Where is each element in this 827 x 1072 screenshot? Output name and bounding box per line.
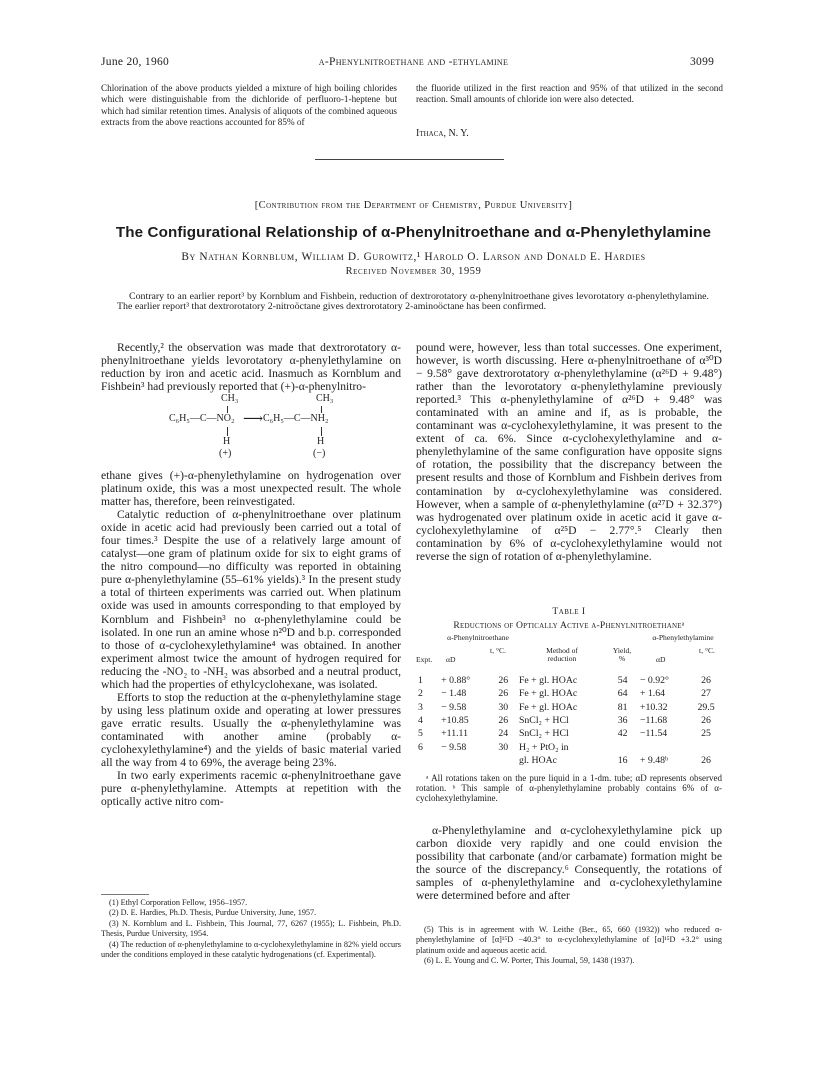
table-cell: − 1.48: [441, 688, 467, 700]
table-cell: 64: [617, 688, 628, 700]
table-cell: + 9.48ᵇ: [639, 754, 669, 766]
table-cell: 1: [418, 675, 423, 687]
table-cell: 26: [498, 688, 509, 700]
author-byline: By Nathan Kornblum, William D. Gurowitz,¹ Harold O. Larson and Donald E. Hardies: [181, 251, 646, 263]
table-cell: 26: [498, 675, 509, 687]
table-cell: −11.68: [639, 715, 668, 727]
table-label: [416, 606, 722, 617]
right-column-top: [416, 341, 722, 563]
table-row: [416, 701, 722, 714]
paragraph: pound were, however, less than total successes. One experiment, however, is worth discussing. Here α-phenylnitroethane of α³⁰D − 9.58° gave dextrorotatory α-phenylethylamine (α²⁶D + 9.48°) rather than the levorotatory α-phenylethylamine previously reported.³ This α-phenylethylamine of α²⁶D + 9.48° was contaminated with an amine and if, as is probable, the contaminant was α-cyclohexylethylamine, it was present to the extent of ca. 6%. Since α-cyclohexylethylamine and α-phenylethylamine of the same configuration have opposite signs of rotation, the possibility that the discrepancy between the present results and those of Kornblum and Fishbein derives from contamination by α-cyclohexylethylamine was considered. However, when a sample of α-phenylethylamine (α²⁷D + 32.37°) was hydrogenated over platinum oxide in acetic acid it gave α-cyclohexylethylamine of α²⁵D − 2.77°.⁵ Clearly then contamination by 6% of α-cyclohexylethylamine would not reverse the sign of rotation of α-phenylethylamine.: [416, 341, 722, 563]
table-row: [416, 727, 722, 740]
table-row: [416, 754, 722, 767]
table-row: [416, 714, 722, 727]
methyl-group: CH₃: [316, 393, 334, 404]
paragraph: Efforts to stop the reduction at the α-phenylethylamine stage by using less platinum oxide and operating at lower pressures gave erratic results. Usually the α-phenylethylamine was contaminated with another amine (probably α-cyclohexylethylamine⁴) and the yields of basic material varied all the way from 4 to 69%, the average being 23%.: [101, 690, 401, 770]
prev-article-right: the fluoride utilized in the first reaction and 95% of that utilized in the second reaction. Small amounts of chloride ion were also detected.: [416, 83, 723, 105]
running-title: α-Phenylnitroethane and -ethylamine: [318, 56, 509, 68]
group-header-right: α-Phenylethylamine: [652, 633, 714, 642]
table-cell: +10.85: [441, 715, 469, 727]
table-cell: 25: [701, 728, 711, 740]
table-cell: SnCl₂ + HCl: [518, 728, 569, 740]
table-cell: Fe + gl. HOAc: [518, 675, 578, 687]
bond-line: [227, 406, 228, 413]
footnote: (5) This is in agreement with W. Leithe (Ber., 65, 660 (1932)) who reduced α-phenylethylamine of [α]¹⁵D −40.3° to α-cyclohexylethylamine of [α]¹⁵D +3.2° using platinum oxide and aqueous acetic acid.: [416, 925, 722, 955]
table-cell: H₂ + PtO₂ in: [518, 741, 569, 753]
footnote: (4) The reduction of α-phenylethylamine to α-cyclohexylethylamine in 82% yield occurs under the conditions employed in these catalytic hydrogenations (cf. Experimental).: [101, 939, 401, 960]
table-cell: − 9.58: [441, 741, 467, 753]
hydrogen-label: H: [317, 436, 325, 447]
paragraph: In two early experiments racemic α-phenylnitroethane gave pure α-phenylethylamine. Attempts at repetition with the optically active nitro com-: [101, 769, 401, 809]
table-cell: + 0.88°: [441, 675, 471, 687]
table-cell: [638, 740, 690, 753]
table-row: [416, 687, 722, 700]
column-header: Method of reduction: [546, 646, 578, 664]
received-date: Received November 30, 1959: [345, 266, 482, 277]
table-header: [416, 634, 722, 672]
table-cell: 26: [701, 675, 711, 687]
table-cell: Fe + gl. HOAc: [518, 688, 578, 700]
table-cell: 3: [418, 701, 423, 713]
contribution-line: [Contribution from the Department of Chemistry, Purdue University]: [254, 200, 573, 211]
table-cell: 2: [418, 688, 423, 700]
table-cell: −11.54: [639, 728, 668, 740]
paragraph: ethane gives (+)-α-phenylethylamine on hydrogenation over platinum oxide, this was a most unexpected result. The whole matter has, therefore, been reinvestigated.: [101, 469, 401, 509]
amine-formula: C₆H₅—C—NH₂: [263, 413, 329, 424]
rotation-sign: (−): [313, 448, 326, 459]
column-header: αD: [446, 655, 456, 664]
prev-article-location: Ithaca, N. Y.: [416, 128, 469, 139]
paragraph: Recently,² the observation was made that dextrorotatory α-phenylnitroethane yields levorotatory α-phenylethylamine on reduction by iron and acetic acid. Inasmuch as Kornblum and Fishbein³ had previously reported that (+)-α-phenylnitro-: [101, 341, 401, 394]
table-cell: [607, 740, 638, 753]
abstract: Contrary to an earlier report³ by Kornblum and Fishbein, reduction of dextrorotatory α-phenylnitroethane gives levorotatory α-phenylethylamine. The earlier report³ that dextrorotatory 2-nitroöctane gives dextrorotatory 2-aminoöctane has been confirmed.: [117, 291, 709, 313]
table-cell: 4: [418, 715, 423, 727]
footnote-rule: [101, 894, 149, 895]
page-number: 3099: [690, 56, 715, 68]
table-cell: 36: [617, 715, 628, 727]
footnote: (3) N. Kornblum and L. Fishbein, This Journal, 77, 6267 (1955); L. Fishbein, Ph.D. Thesis, Purdue University, 1954.: [101, 918, 401, 939]
reaction-scheme: [101, 393, 401, 469]
footnote: (2) D. E. Hardies, Ph.D. Thesis, Purdue University, June, 1957.: [109, 908, 317, 918]
data-table: [416, 674, 722, 767]
table-cell: 24: [498, 728, 509, 740]
table-note: ᵃ All rotations taken on the pure liquid in a 1-dm. tube; αD represents observed rotation. ᵇ This sample of α-phenylethylamine probably contains 6% of α-cyclohexylethylamine.: [416, 773, 722, 804]
methyl-group: CH₃: [221, 393, 239, 404]
table-cell: [416, 754, 439, 767]
right-column-bottom: [416, 824, 722, 902]
article-title: The Configurational Relationship of α-Phenylnitroethane and α-Phenylethylamine: [115, 224, 712, 241]
paragraph: Catalytic reduction of α-phenylnitroethane over platinum oxide in acetic acid had previously been carried out a total of four times.³ Despite the use of a relatively large amount of catalyst—one gram of platinum oxide for six to eight grams of the nitro compound—no difficulty was reported in obtaining pure α-phenylethylamine (55–61% yields).³ In the present study a total of thirteen experiments was carried out. When platinum oxide was used in amounts corresponding to that employed by Kornblum and Fishbein³ no α-phenylethylamine could be isolated. In one run an amine whose n²⁰D and b.p. corresponded to those of α-cyclohexylethylamine⁴ was obtained. In another experiment almost twice the amount of hydrogen required for reducing the -NO₂ to -NH₂ was absorbed and a neutral product, which had the properties of ethylcyclohexane, was isolated.: [101, 508, 401, 691]
table-cell: 30: [498, 701, 509, 713]
table-cell: 42: [617, 728, 628, 740]
table-cell: [490, 754, 517, 767]
column-header: αD: [656, 655, 666, 664]
header-date: June 20, 1960: [101, 56, 170, 68]
reductions-table: [416, 674, 722, 767]
table-cell: 30: [498, 741, 509, 753]
column-header: Expt.: [416, 655, 433, 664]
hydrogen-label: H: [223, 436, 231, 447]
column-header: t, °C.: [490, 646, 506, 655]
nitro-formula: C₆H₅—C—NO₂: [169, 413, 235, 424]
table-cell: gl. HOAc: [518, 754, 558, 766]
table-cell: +10.32: [639, 701, 668, 713]
table-row: [416, 674, 722, 687]
rotation-sign: (+): [219, 448, 232, 459]
table-cell: 26: [701, 715, 711, 727]
table-cell: 81: [617, 701, 628, 713]
table-cell: SnCl₂ + HCl: [518, 715, 569, 727]
table-caption: Reductions of Optically Active α-Phenylnitroethaneᵃ: [453, 620, 685, 631]
bond-line: [321, 406, 322, 413]
table-cell: 26: [498, 715, 509, 727]
prev-article-left: Chlorination of the above products yielded a mixture of high boiling chlorides which were distinguishable from the dichloride of perfluoro-1-heptene but which had similar retention times. Analysis of aliquots of the combined aqueous extracts from the above reactions accounted for 85% of: [101, 83, 397, 127]
footnote: (1) Ethyl Corporation Fellow, 1956–1957.: [109, 898, 248, 907]
table-cell: − 9.58: [441, 701, 467, 713]
bond-line: [321, 427, 322, 436]
table-cell: 26: [701, 754, 711, 766]
section-divider: [315, 159, 504, 160]
table-cell: +11.11: [441, 728, 468, 740]
footnotes-left: [101, 898, 401, 960]
left-column-body: [101, 469, 401, 808]
column-header: Yield, %: [612, 646, 632, 664]
table-cell: 27: [701, 688, 711, 700]
column-header: t, °C.: [699, 646, 715, 655]
footnotes-right: [416, 925, 722, 967]
left-column-intro: [101, 341, 401, 393]
table-cell: [439, 754, 490, 767]
table-cell: − 0.92°: [639, 675, 669, 687]
table-cell: 6: [418, 741, 423, 753]
table-cell: 16: [617, 754, 628, 766]
table-cell: Fe + gl. HOAc: [518, 701, 578, 713]
table-cell: + 1.64: [639, 688, 666, 700]
table-cell: 5: [418, 728, 423, 740]
group-header-left: α-Phenylnitroethane: [447, 633, 509, 642]
reaction-arrow: ⟶: [243, 412, 264, 427]
table-cell: [690, 740, 722, 753]
table-label-text: Table I: [552, 606, 586, 617]
footnote: (6) L. E. Young and C. W. Porter, This Journal, 59, 1438 (1937).: [424, 956, 635, 966]
table-cell: 54: [617, 675, 628, 687]
table-cell: 29.5: [697, 701, 715, 713]
paragraph: α-Phenylethylamine and α-cyclohexylethylamine pick up carbon dioxide very rapidly and one could envision the possibility that carbonate (and/or carbamate) formation might be the source of the discrepancy.⁶ Consequently, the rotations of samples of α-phenylethylamine and α-cyclohexylethylamine were determined before and after: [416, 824, 722, 903]
table-row: [416, 740, 722, 753]
bond-line: [227, 427, 228, 436]
